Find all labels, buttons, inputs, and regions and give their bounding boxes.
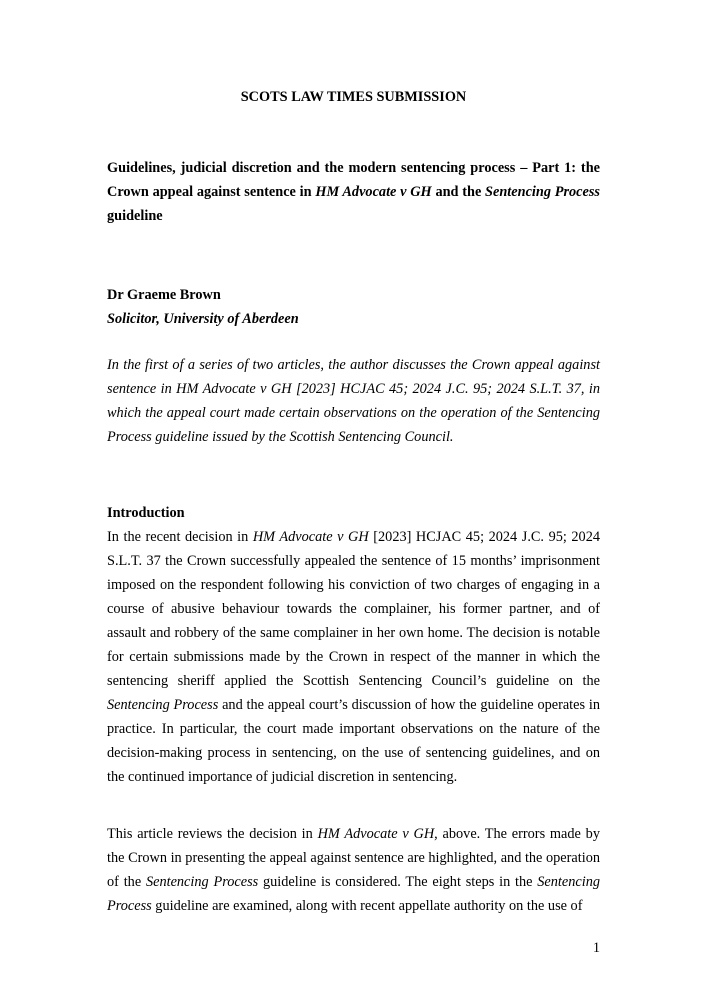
article-title: Guidelines, judicial discretion and the modern sentencing process – Part 1: the Crown appeal against sentence in HM Advocate v GH and the Sentencing Process guideline bbox=[107, 160, 600, 224]
body-paragraph-2: This article reviews the decision in HM Advocate v GH, above. The errors made by the Crown in presenting the appeal against sentence are highlighted, and the operation of the Sentencing Process guideline is considered. The eight steps in the Sentencing Process guideline are examined, along with recent appellate authority on the use of bbox=[107, 826, 600, 914]
page-number: 1 bbox=[592, 940, 600, 956]
submission-header: SCOTS LAW TIMES SUBMISSION bbox=[240, 89, 467, 105]
introduction-heading: Introduction bbox=[107, 505, 185, 521]
author-affiliation: Solicitor, University of Aberdeen bbox=[107, 311, 299, 327]
author-name: Dr Graeme Brown bbox=[107, 287, 221, 303]
abstract-paragraph: In the first of a series of two articles, the author discusses the Crown appeal against sentence in HM Advocate v GH [2023] HCJAC 45; 2024 J.C. 95; 2024 S.L.T. 37, in which the appeal court made certain observations on the operation of the Sentencing Process guideline issued by the Scottish Sentencing Council. bbox=[107, 357, 600, 445]
body-paragraph-1: In the recent decision in HM Advocate v GH [2023] HCJAC 45; 2024 J.C. 95; 2024 S.L.T. 37 the Crown successfully appealed the sentence of 15 months’ imprisonment imposed on the respondent following his conviction of two charges of engaging in a course of abusive behaviour towards the complainer, his former partner, and of assault and robbery of the same complainer in her own home. The decision is notable for certain submissions made by the Crown in respect of the manner in which the sentencing sheriff applied the Scottish Sentencing Council’s guideline on the Sentencing Process and the appeal court’s discussion of how the guideline operates in practice. In particular, the court made important observations on the nature of the decision-making process in sentencing, on the use of sentencing guidelines, and on the continued importance of judicial discretion in sentencing. bbox=[107, 529, 600, 785]
